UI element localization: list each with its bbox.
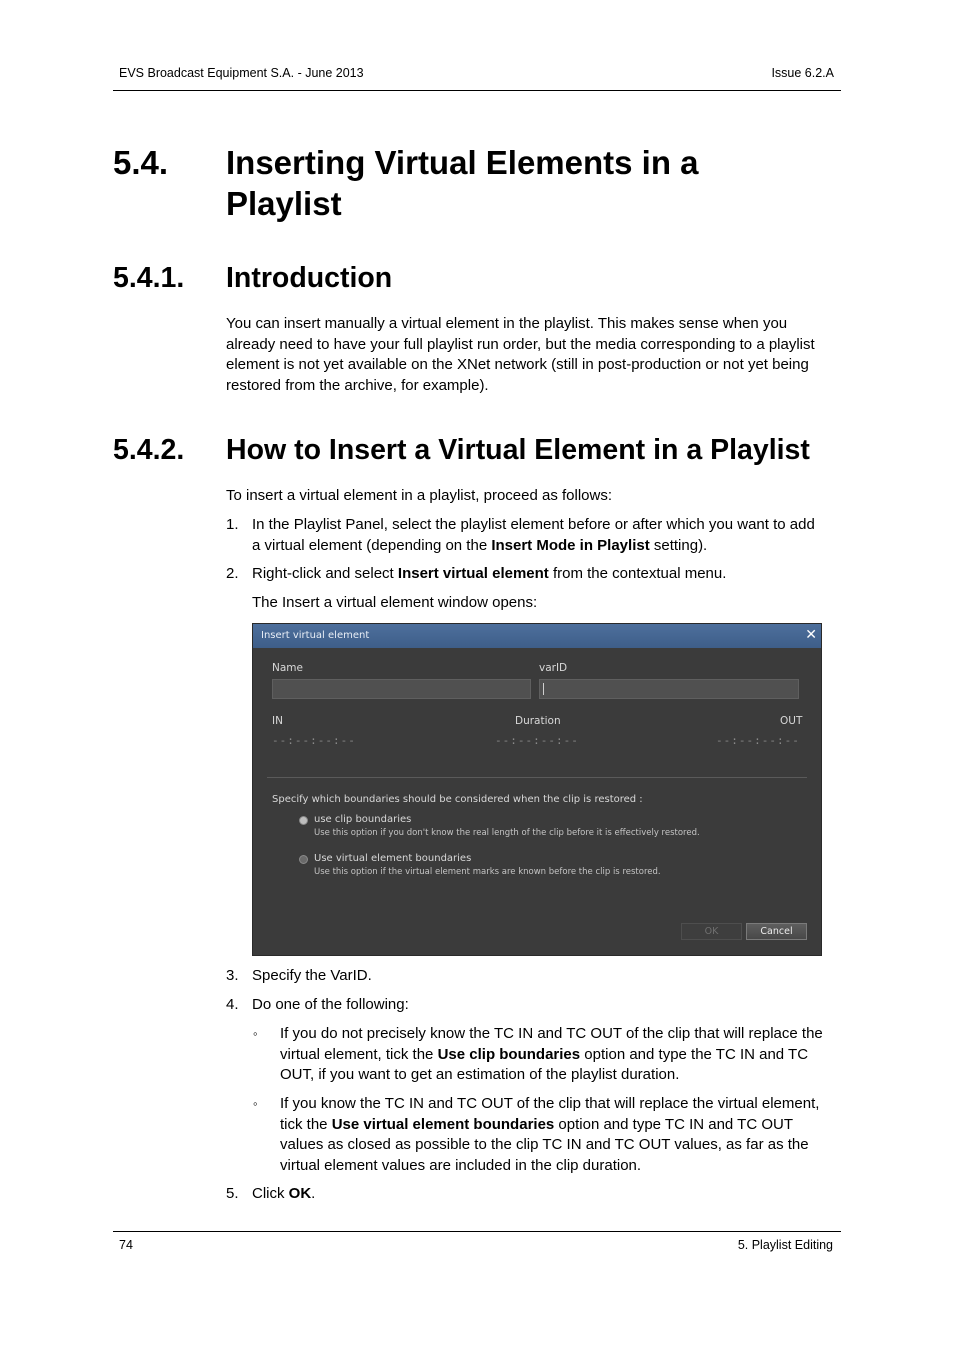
bullet-1-line1: If you do not precisely know the TC IN and TC OUT of the clip that will replace the bbox=[280, 1025, 823, 1042]
bullet-2-text bbox=[280, 1094, 842, 1176]
bullet-2-line2 bbox=[280, 1115, 842, 1136]
step-1-line2-post: setting). bbox=[649, 536, 708, 554]
bullet-2-line3: values as closed as possible to the clip TC IN and TC OUT values, as far as the bbox=[280, 1136, 809, 1154]
procedure-intro: To insert a virtual element in a playlist, proceed as follows: bbox=[226, 487, 613, 504]
section-5-4-1-title: Introduction bbox=[226, 262, 393, 294]
varid-input[interactable] bbox=[539, 679, 799, 699]
in-label: IN bbox=[272, 715, 283, 727]
header-right: Issue 6.2.A bbox=[771, 66, 834, 80]
section-5-4-2-title: How to Insert a Virtual Element in a Playlist bbox=[226, 434, 810, 466]
name-input[interactable] bbox=[272, 679, 531, 699]
page-number: 74 bbox=[119, 1238, 133, 1252]
cancel-button[interactable]: Cancel bbox=[746, 923, 807, 940]
text-cursor-icon bbox=[543, 683, 544, 695]
step-2-bold: Insert virtual element bbox=[397, 565, 549, 582]
step-1-number: 1. bbox=[226, 516, 239, 533]
bullet-2-line4: virtual element values are included in the clip duration. bbox=[280, 1156, 642, 1174]
step-2-post: from the contextual menu. bbox=[548, 565, 727, 582]
bullet-2-line2-post: option and type TC IN and TC OUT bbox=[554, 1115, 793, 1133]
footer-rule bbox=[113, 1231, 841, 1232]
step-2-number: 2. bbox=[226, 565, 239, 582]
bullet-2-symbol: ◦ bbox=[253, 1096, 258, 1111]
bullet-2-bold: Use virtual element boundaries bbox=[331, 1115, 555, 1133]
step-3-number: 3. bbox=[226, 967, 239, 984]
step-2-note: The Insert a virtual element window opens: bbox=[252, 594, 538, 611]
step-1-text bbox=[252, 515, 841, 556]
use-virtual-element-boundaries-radio[interactable] bbox=[299, 855, 308, 864]
use-virtual-element-boundaries-desc: Use this option if the virtual element marks are known before the clip is restored. bbox=[314, 867, 661, 877]
intro-line: restored from the archive, for example). bbox=[226, 376, 489, 394]
use-clip-boundaries-desc: Use this option if you don't know the real length of the clip before it is effectively restored. bbox=[314, 828, 700, 838]
dialog-title-bar bbox=[253, 624, 821, 648]
in-timecode[interactable]: --:--:--:-- bbox=[272, 734, 356, 747]
intro-line: already need to have your full playlist run order, but the media corresponding to a playlist bbox=[226, 335, 815, 353]
out-timecode[interactable]: --:--:--:-- bbox=[716, 734, 800, 747]
boundaries-prompt: Specify which boundaries should be considered when the clip is restored : bbox=[272, 794, 643, 805]
bullet-1-bold: Use clip boundaries bbox=[437, 1045, 581, 1063]
bullet-1-line2-pre: virtual element, tick the bbox=[280, 1045, 438, 1063]
name-label: Name bbox=[272, 662, 303, 674]
step-5-post: . bbox=[311, 1185, 316, 1202]
step-2-text bbox=[252, 564, 841, 585]
step-5-pre: Click bbox=[252, 1185, 289, 1202]
section-5-4-number: 5.4. bbox=[113, 144, 169, 181]
duration-timecode[interactable]: --:--:--:-- bbox=[495, 734, 579, 747]
section-5-4-title-line2: Playlist bbox=[226, 185, 342, 222]
use-clip-boundaries-label[interactable]: use clip boundaries bbox=[314, 814, 412, 825]
duration-label: Duration bbox=[515, 715, 561, 727]
bullet-1-line2 bbox=[280, 1045, 842, 1066]
header-left: EVS Broadcast Equipment S.A. - June 2013 bbox=[119, 66, 364, 80]
intro-line: You can insert manually a virtual element in the playlist. This makes sense when you bbox=[226, 315, 788, 332]
step-5-bold: OK bbox=[288, 1185, 312, 1202]
step-1-bold: Insert Mode in Playlist bbox=[491, 536, 650, 554]
step-5-number: 5. bbox=[226, 1185, 239, 1202]
use-virtual-element-boundaries-label[interactable]: Use virtual element boundaries bbox=[314, 853, 472, 864]
step-5-text bbox=[252, 1184, 841, 1205]
ok-button[interactable]: OK bbox=[681, 923, 742, 940]
out-label: OUT bbox=[780, 715, 803, 727]
bullet-1-symbol: ◦ bbox=[253, 1026, 258, 1041]
bullet-1-text bbox=[280, 1024, 842, 1086]
step-1-line1: In the Playlist Panel, select the playlist element before or after which you want to add bbox=[252, 516, 815, 533]
step-2-pre: Right-click and select bbox=[252, 565, 398, 582]
footer-chapter: 5. Playlist Editing bbox=[737, 1238, 833, 1252]
dialog-title: Insert virtual element bbox=[261, 630, 370, 641]
bullet-1-line3: OUT, if you want to get an estimation of the playlist duration. bbox=[280, 1066, 680, 1084]
step-1-line2-pre: a virtual element (depending on the bbox=[252, 536, 492, 554]
section-5-4-2-number: 5.4.2. bbox=[113, 434, 185, 466]
intro-paragraph bbox=[226, 314, 841, 396]
use-clip-boundaries-radio[interactable] bbox=[299, 816, 308, 825]
close-icon[interactable]: ✕ bbox=[805, 627, 817, 643]
bullet-1-line2-post: option and type the TC IN and TC bbox=[580, 1045, 809, 1063]
insert-virtual-element-dialog bbox=[252, 623, 822, 956]
step-4-text: Do one of the following: bbox=[252, 996, 409, 1013]
bullet-2-line2-pre: tick the bbox=[280, 1115, 332, 1133]
varid-label: varID bbox=[539, 662, 568, 674]
step-1-line2 bbox=[252, 536, 841, 557]
section-5-4-1-number: 5.4.1. bbox=[113, 262, 185, 294]
bullet-2-line1: If you know the TC IN and TC OUT of the clip that will replace the virtual element, bbox=[280, 1095, 820, 1112]
dialog-separator bbox=[267, 777, 807, 778]
step-3-text: Specify the VarID. bbox=[252, 967, 372, 984]
header-rule bbox=[113, 90, 841, 91]
intro-line: element is not yet available on the XNet network (still in post-production or not yet being bbox=[226, 356, 809, 374]
step-4-number: 4. bbox=[226, 996, 239, 1013]
section-5-4-title-line1: Inserting Virtual Elements in a bbox=[226, 144, 699, 181]
